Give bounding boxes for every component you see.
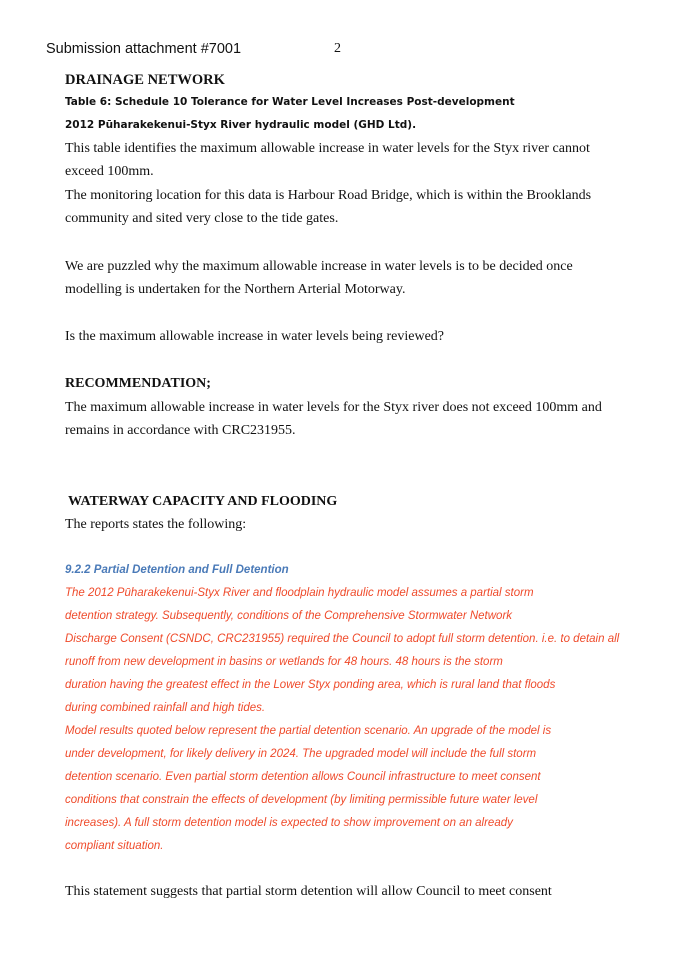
quote-line: conditions that constrain the effects of development (by limiting permissible future water level (65, 794, 538, 806)
body-line: community and sited very close to the tide gates. (65, 211, 339, 226)
body-line: modelling is undertaken for the Northern Arterial Motorway. (65, 282, 406, 297)
quote-line: Discharge Consent (CSNDC, CRC231955) required the Council to adopt full storm detention. i.e. to detain all (65, 633, 620, 645)
quote-line: under development, for likely delivery in 2024. The upgraded model will include the full storm (65, 748, 537, 760)
page-number: 2 (334, 41, 341, 56)
recommendation-heading: RECOMMENDATION; (65, 376, 211, 391)
quote-line: increases). A full storm detention model is expected to show improvement on an already (65, 817, 513, 829)
intro-line: The reports states the following: (65, 517, 247, 532)
quote-line: detention strategy. Subsequently, conditions of the Comprehensive Stormwater Network (65, 610, 513, 622)
body-line: This table identifies the maximum allowable increase in water levels for the Styx river cannot (65, 141, 590, 156)
quote-line: Model results quoted below represent the partial detention scenario. An upgrade of the model is (65, 725, 552, 737)
table-caption-line-1: Table 6: Schedule 10 Tolerance for Water Level Increases Post-development (65, 96, 515, 108)
waterway-capacity-heading: WATERWAY CAPACITY AND FLOODING (68, 494, 338, 509)
quote-line: compliant situation. (65, 840, 164, 852)
quote-line: detention scenario. Even partial storm detention allows Council infrastructure to meet consent (65, 771, 541, 783)
recommendation-line: The maximum allowable increase in water levels for the Styx river does not exceed 100mm and (65, 400, 602, 415)
table-caption-line-2: 2012 Pūharakekenui-Styx River hydraulic model (GHD Ltd). (65, 119, 417, 131)
quote-line: The 2012 Pūharakekenui-Styx River and floodplain hydraulic model assumes a partial storm (65, 587, 534, 599)
closing-line: This statement suggests that partial storm detention will allow Council to meet consent (65, 884, 552, 899)
attachment-label: Submission attachment #7001 (46, 41, 242, 57)
quote-heading: 9.2.2 Partial Detention and Full Detention (65, 564, 289, 576)
quote-line: duration having the greatest effect in the Lower Styx ponding area, which is rural land that floods (65, 679, 556, 691)
body-line: Is the maximum allowable increase in water levels being reviewed? (65, 329, 445, 344)
body-line: exceed 100mm. (65, 164, 154, 179)
quote-line: runoff from new development in basins or wetlands for 48 hours. 48 hours is the storm (65, 656, 503, 668)
drainage-network-heading: DRAINAGE NETWORK (65, 72, 225, 88)
body-line: We are puzzled why the maximum allowable increase in water levels is to be decided once (65, 259, 573, 274)
body-line: The monitoring location for this data is Harbour Road Bridge, which is within the Brooklands (65, 188, 592, 203)
quote-line: during combined rainfall and high tides. (65, 702, 266, 714)
recommendation-line: remains in accordance with CRC231955. (65, 423, 296, 438)
